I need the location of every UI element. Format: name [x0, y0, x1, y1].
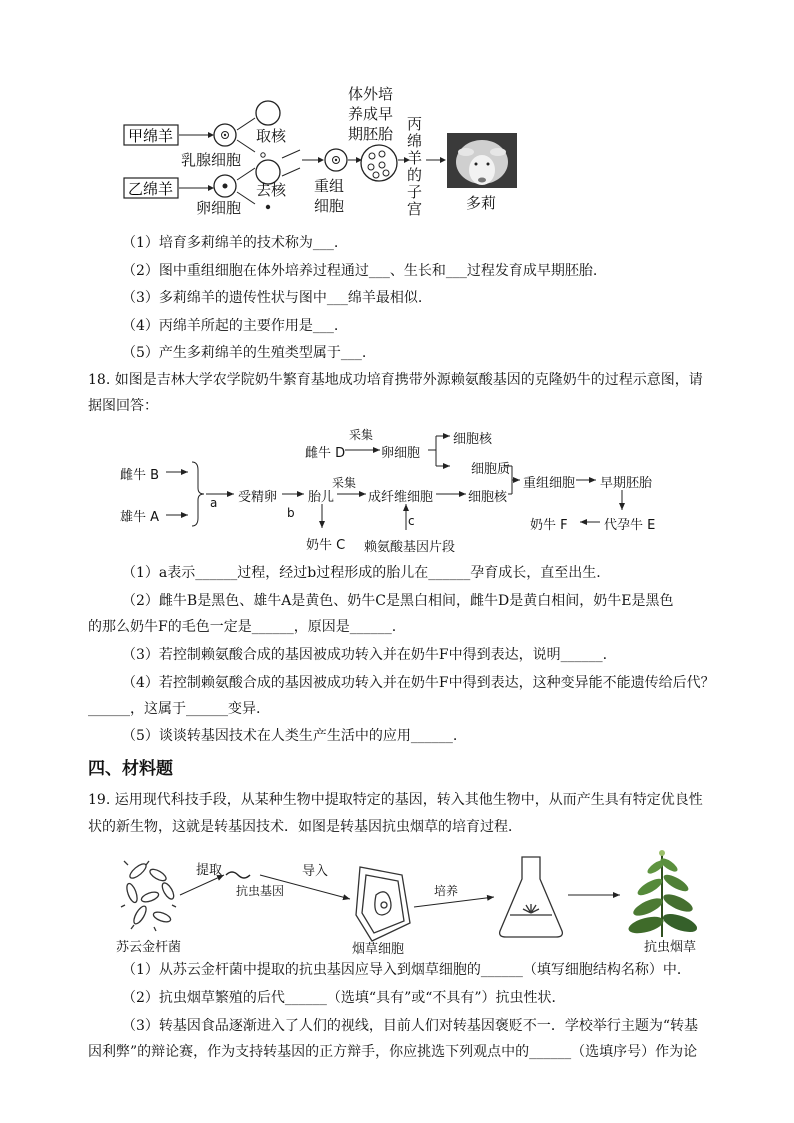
- label-collect-2: 采集: [332, 476, 357, 490]
- label-recombined-cell: 重组细胞: [523, 476, 576, 491]
- label-nucleus-1: 细胞核: [453, 432, 493, 447]
- section-heading-materials: 四、材料题: [88, 759, 173, 779]
- q18-item-2b: 的那么奶牛F的毛色一定是______，原因是______.: [88, 619, 397, 635]
- label-collect-1: 采集: [349, 428, 374, 442]
- label-cow-b: 雌牛 B: [120, 468, 160, 483]
- label-zygote: 受精卵: [238, 490, 278, 505]
- q18-item-4a: （4）若控制赖氨酸合成的基因被成功转入并在奶牛F中得到表达，这种变异能不能遗传给后代？: [122, 675, 715, 691]
- q18-stem-line2: 据图回答：: [88, 398, 158, 414]
- q18-item-1: （1）a表示______过程，经过b过程形成的胎儿在______孕育成长，直至出生.: [122, 565, 601, 581]
- label-yi-sheep: 乙绵羊: [128, 180, 174, 198]
- label-recombined-2: 细胞: [314, 197, 345, 215]
- q17-item-1: （1）培育多莉绵羊的技术称为___.: [122, 235, 339, 251]
- label-take-nucleus: 取核: [256, 127, 287, 145]
- q18-item-4b: ______，这属于______变异.: [88, 701, 261, 717]
- label-extract: 提取: [196, 863, 223, 878]
- label-fetus: 胎儿: [308, 490, 335, 505]
- label-lysine-gene: 赖氨酸基因片段: [364, 540, 456, 555]
- q18-item-2a: （2）雌牛B是黑色、雄牛A是黄色、奶牛C是黑白相间，雌牛D是黄白相间，奶牛E是黑色: [122, 593, 674, 609]
- label-insect-gene: 抗虫基因: [236, 884, 285, 898]
- label-process-c: c: [408, 514, 415, 528]
- label-tobacco-cell: 烟草细胞: [352, 942, 405, 957]
- label-nucleus-2: 细胞核: [468, 490, 508, 505]
- label-egg-cell-2: 卵细胞: [381, 446, 421, 461]
- label-cow-d: 雌牛 D: [305, 446, 346, 461]
- label-culture: 培养: [434, 884, 459, 898]
- label-in-vitro: 体外培 养成早 期胚胎: [348, 85, 394, 143]
- label-fibroblast: 成纤维细胞: [368, 490, 434, 505]
- q18-stem-line1: 18. 如图是吉林大学农学院奶牛繁育基地成功培育携带外源赖氨酸基因的克隆奶牛的过程示意图，请: [88, 372, 703, 388]
- label-cow-a: 雄牛 A: [120, 510, 160, 525]
- tobacco-cell-image: [356, 867, 410, 941]
- label-surrogate-e: 代孕牛 E: [604, 518, 656, 533]
- q19-item-3b: 因利弊”的辩论赛，作为支持转基因的正方辩手，你应挑选下列观点中的______（选填序号）作为论: [88, 1044, 698, 1060]
- label-egg-cell: 卵细胞: [196, 199, 242, 217]
- culture-flask-image: [500, 857, 563, 937]
- label-recombined-1: 重组: [314, 177, 345, 195]
- q19-item-1: （1）从苏云金杆菌中提取的抗虫基因应导入到烟草细胞的______（填写细胞结构名称）中．: [122, 962, 691, 978]
- q18-item-3: （3）若控制赖氨酸合成的基因被成功转入并在奶牛F中得到表达，说明______.: [122, 647, 608, 663]
- label-cytoplasm: 细胞质: [471, 462, 511, 477]
- label-early-embryo: 早期胚胎: [600, 476, 653, 491]
- label-process-a: a: [210, 496, 218, 510]
- q19-stem-line2: 状的新生物，这就是转基因技术．如图是转基因抗虫烟草的培育过程．: [88, 819, 522, 835]
- gene-fragment-image: [226, 872, 250, 878]
- label-cow-f: 奶牛 F: [530, 518, 568, 533]
- label-bacillus: 苏云金杆菌: [116, 940, 182, 955]
- q17-item-2: （2）图中重组细胞在体外培养过程通过___、生长和___过程发育成早期胚胎.: [122, 263, 598, 279]
- label-dolly: 多莉: [466, 194, 497, 212]
- tobacco-plant-image: [627, 850, 700, 937]
- q18-item-5: （5）谈谈转基因技术在人类生产生活中的应用______.: [122, 728, 458, 744]
- q19-item-2: （2）抗虫烟草繁殖的后代______（选填“具有”或“不具有”）抗虫性状．: [122, 990, 566, 1006]
- label-surrogate-sheep: 丙 绵 羊 的 子 宫: [407, 115, 423, 218]
- q17-item-4: （4）丙绵羊所起的主要作用是___.: [122, 318, 339, 334]
- label-jia-sheep: 甲绵羊: [128, 127, 174, 145]
- label-cow-c: 奶牛 C: [306, 538, 346, 553]
- label-introduce: 导入: [302, 864, 329, 879]
- label-insect-tobacco: 抗虫烟草: [644, 940, 697, 955]
- q19-item-3a: （3）转基因食品逐渐进入了人们的视线，目前人们对转基因褒贬不一．学校举行主题为“转基: [122, 1018, 699, 1034]
- label-remove-nucleus: 去核: [256, 181, 287, 199]
- bacillus-thuringiensis-image: [121, 861, 176, 931]
- q19-stem-line1: 19. 运用现代科技手段，从某种生物中提取特定的基因，转入其他生物中，从而产生具有特定优良性: [88, 792, 703, 808]
- label-mammary-cell: 乳腺细胞: [181, 151, 242, 169]
- dolly-sheep-image: [447, 133, 517, 188]
- q17-item-5: （5）产生多莉绵羊的生殖类型属于___.: [122, 345, 367, 361]
- label-process-b: b: [287, 506, 295, 520]
- q17-item-3: （3）多莉绵羊的遗传性状与图中___绵羊最相似.: [122, 290, 423, 306]
